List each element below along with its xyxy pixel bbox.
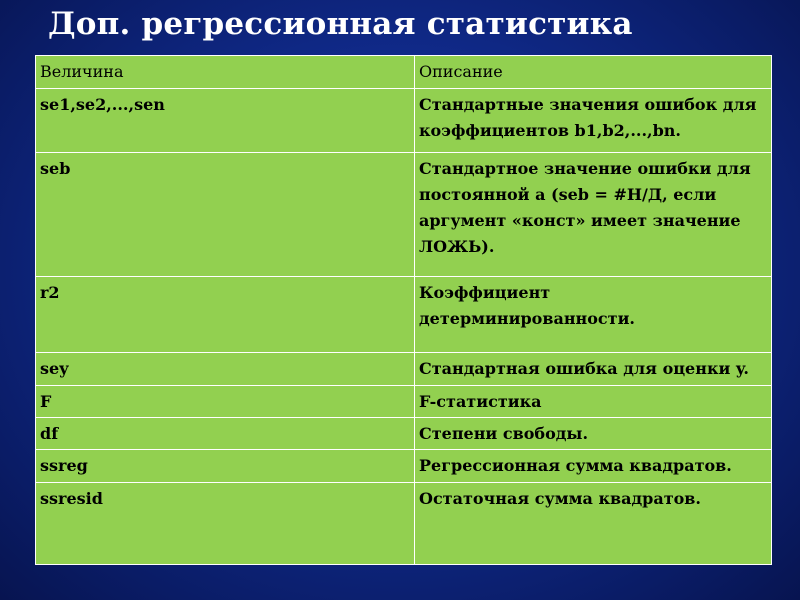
row-description: Стандартная ошибка для оценки y. bbox=[415, 353, 772, 386]
table-row bbox=[36, 386, 772, 418]
row-description: Остаточная сумма квадратов. bbox=[415, 483, 772, 565]
row-name: df bbox=[36, 418, 415, 450]
row-name: ssresid bbox=[36, 483, 415, 565]
row-name: ssreg bbox=[36, 450, 415, 483]
table-row bbox=[36, 450, 772, 483]
table-row bbox=[36, 353, 772, 386]
row-description: Степени свободы. bbox=[415, 418, 772, 450]
row-name: r2 bbox=[36, 277, 415, 353]
page-title: Доп. регрессионная статистика bbox=[48, 6, 633, 42]
row-name: seb bbox=[36, 153, 415, 277]
column-header-quantity: Величина bbox=[36, 56, 415, 89]
table-row bbox=[36, 277, 772, 353]
regression-stats-table bbox=[35, 55, 772, 565]
table-row bbox=[36, 153, 772, 277]
table-row bbox=[36, 418, 772, 450]
column-header-description: Описание bbox=[415, 56, 772, 89]
row-description: Стандартное значение ошибки для постоянной a (seb = #Н/Д, если аргумент «конст» имеет значение ЛОЖЬ). bbox=[415, 153, 772, 277]
table-row bbox=[36, 483, 772, 565]
row-description: Коэффициент детерминированности. bbox=[415, 277, 772, 353]
row-name: sey bbox=[36, 353, 415, 386]
table-row bbox=[36, 89, 772, 153]
row-description: Стандартные значения ошибок для коэффициентов b1,b2,...,bn. bbox=[415, 89, 772, 153]
table-header-row bbox=[36, 56, 772, 89]
row-description: Регрессионная сумма квадратов. bbox=[415, 450, 772, 483]
row-description: F-статистика bbox=[415, 386, 772, 418]
row-name: se1,se2,...,sen bbox=[36, 89, 415, 153]
row-name: F bbox=[36, 386, 415, 418]
